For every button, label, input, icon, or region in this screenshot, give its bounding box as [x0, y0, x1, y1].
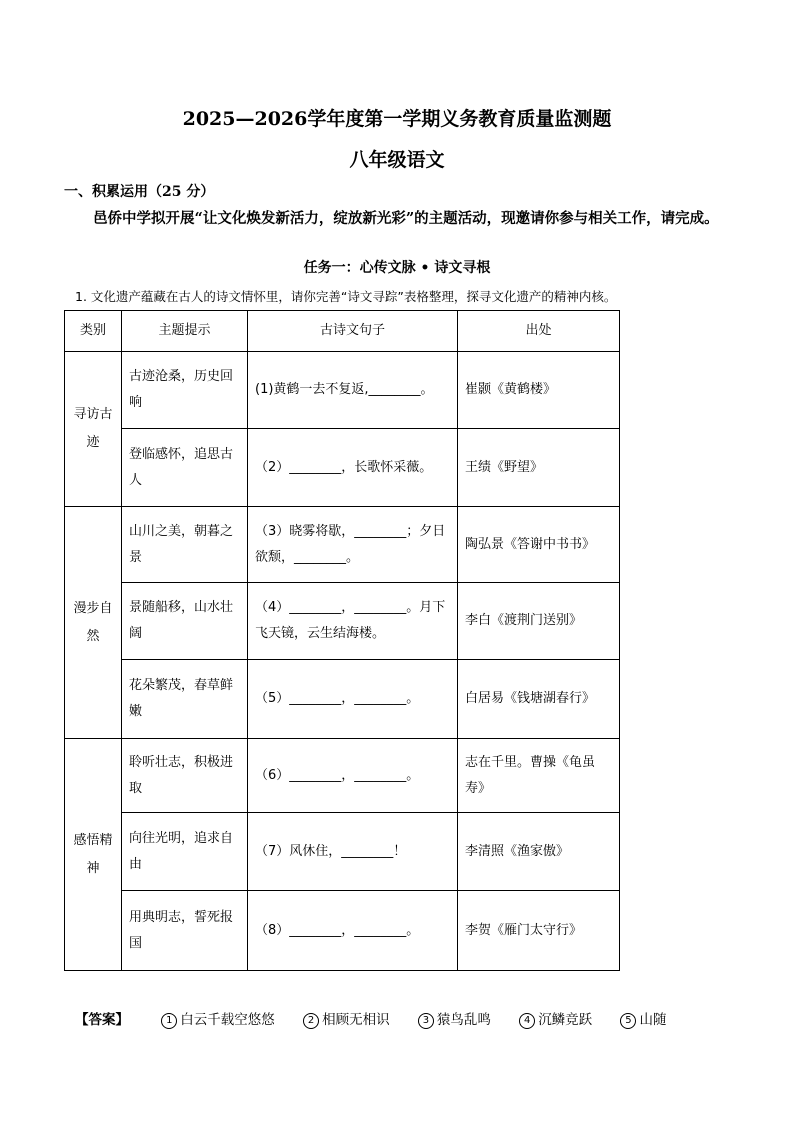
sentence-cell: （4）________，________。月下飞天镜，云生结海楼。 [248, 583, 458, 660]
exam-subtitle: 八年级语文 [349, 149, 445, 171]
theme-cell: 聆听壮志，积极进取 [122, 739, 248, 813]
header-sentence: 古诗文句子 [248, 311, 458, 352]
source-cell: 李白《渡荆门送别》 [458, 583, 620, 660]
theme-cell: 古迹沧桑，历史回响 [122, 352, 248, 429]
table-row [65, 660, 620, 739]
source-cell: 志在千里。曹操《龟虽寿》 [458, 739, 620, 813]
source-cell: 白居易《钱塘湖春行》 [458, 660, 620, 739]
answer-item [161, 1012, 275, 1028]
source-cell: 陶弘景《答谢中书书》 [458, 507, 620, 583]
table-row [65, 507, 620, 583]
answer-item [418, 1012, 491, 1028]
intro-paragraph: 邑侨中学拟开展“让文化焕发新活力，绽放新光彩”的主题活动，现邀请你参与相关工作，请完成。 [93, 210, 719, 227]
theme-cell: 向往光明，追求自由 [122, 813, 248, 891]
header-category: 类别 [65, 311, 122, 352]
source-cell: 王绩《野望》 [458, 429, 620, 507]
answer-text: 山随 [639, 1012, 667, 1028]
sentence-cell: （8）________，________。 [248, 891, 458, 971]
sentence-cell: (1)黄鹤一去不复返,________。 [248, 352, 458, 429]
table-row [65, 583, 620, 660]
category-cell: 感悟精神 [65, 739, 122, 971]
source-cell: 李清照《渔家傲》 [458, 813, 620, 891]
section-heading: 一、积累运用（25 分） [64, 184, 215, 200]
table-row [65, 352, 620, 429]
table-row [65, 739, 620, 813]
answer-item [303, 1012, 390, 1028]
header-source: 出处 [458, 311, 620, 352]
sentence-cell: （7）风休住，________！ [248, 813, 458, 891]
answer-item [519, 1012, 592, 1028]
answer-number: 5 [620, 1013, 636, 1029]
category-cell: 寻访古迹 [65, 352, 122, 507]
answer-item [620, 1012, 666, 1028]
answer-number: 2 [303, 1013, 319, 1029]
answer-label: 【答案】 [75, 1012, 129, 1028]
answer-text: 相顾无相识 [322, 1012, 390, 1028]
theme-cell: 景随船移，山水壮阔 [122, 583, 248, 660]
category-cell: 漫步自然 [65, 507, 122, 739]
answer-line [75, 1008, 690, 1029]
answer-text: 沉鳞竞跃 [538, 1012, 593, 1028]
answer-number: 1 [161, 1013, 177, 1029]
task-heading: 任务一：心传文脉 • 诗文寻根 [303, 260, 491, 276]
table-row [65, 429, 620, 507]
sentence-cell: （3）晓雾将歇，________；夕日欲颓，________。 [248, 507, 458, 583]
table-row [65, 891, 620, 971]
theme-cell: 山川之美，朝暮之景 [122, 507, 248, 583]
sentence-cell: （5）________，________。 [248, 660, 458, 739]
theme-cell: 登临感怀，追思古人 [122, 429, 248, 507]
question-text: 1. 文化遗产蕴藏在古人的诗文情怀里，请你完善“诗文寻踪”表格整理，探寻文化遗产的精神内核。 [75, 289, 617, 304]
header-theme: 主题提示 [122, 311, 248, 352]
sentence-cell: （6）________，________。 [248, 739, 458, 813]
source-cell: 李贺《雁门太守行》 [458, 891, 620, 971]
answer-number: 4 [519, 1013, 535, 1029]
sentence-cell: （2）________，长歌怀采薇。 [248, 429, 458, 507]
answer-number: 3 [418, 1013, 434, 1029]
theme-cell: 花朵繁茂，春草鲜嫩 [122, 660, 248, 739]
table-header-row [65, 311, 620, 352]
exam-title: 2025—2026学年度第一学期义务教育质量监测题 [182, 108, 612, 130]
poetry-table [64, 310, 620, 971]
table-row [65, 813, 620, 891]
theme-cell: 用典明志，誓死报国 [122, 891, 248, 971]
answer-text: 猿鸟乱鸣 [436, 1012, 491, 1028]
source-cell: 崔颢《黄鹤楼》 [458, 352, 620, 429]
answer-text: 白云千载空悠悠 [180, 1012, 275, 1028]
